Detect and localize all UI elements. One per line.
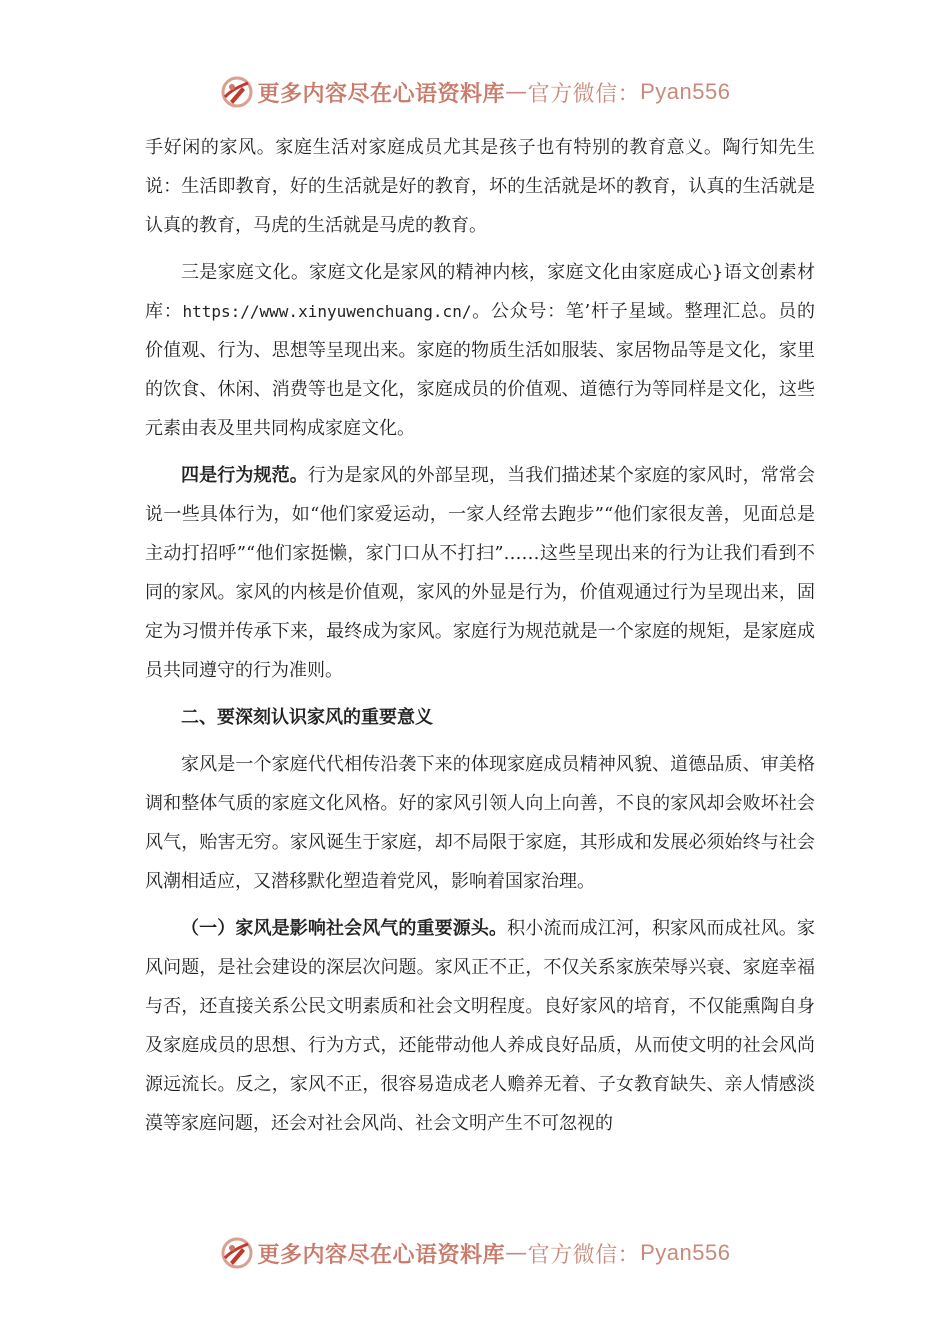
header-watermark-banner [0,72,950,112]
brand-logo-icon [220,75,254,109]
banner-wechat-id: Pyan556 [640,79,731,104]
brand-logo-icon [220,1236,254,1270]
source-url: https://www.xinyuwenchuang.cn/ [182,302,472,321]
banner-official-label: 官方微信： [527,1242,641,1268]
document-body [145,128,815,1143]
paragraph-significance: 家风是一个家庭代代相传沿袭下来的体现家庭成员精神风貌、道德品质、审美格调和整体气质的家庭文化风格。好的家风引领人向上向善，不良的家风却会败坏社会风气，贻害无穷。家风诞生于家庭，却不局限于家庭，其形成和发展必须始终与社会风潮相适应，又潜移默化塑造着党风，影响着国家治理。 [145,754,815,892]
banner-main-text: 更多内容尽在心语资料库 [257,1242,506,1268]
paragraph-text: 行为是家风的外部呈现，当我们描述某个家庭的家风时，常常会说一些具体行为，如“他们家爱运动，一家人经常去跑步”“他们家很友善，见面总是主动打招呼”“他们家挺懒，家门口从不打扫”……这些呈现出来的行为让我们看到不同的家风。家风的内核是价值观，家风的外显是行为，价值观通过行为呈现出来，固定为习惯并传承下来，最终成为家风。家庭行为规范就是一个家庭的规矩，是家庭成员共同遵守的行为准则。 [145,465,816,681]
paragraph-lead: （一）家风是影响社会风气的重要源头。 [181,918,508,939]
paragraph-continuation: 手好闲的家风。家庭生活对家庭成员尤其是孩子也有特别的教育意义。陶行知先生说：生活即教育，好的生活就是好的教育，坏的生活就是坏的教育，认真的生活就是认真的教育，马虎的生活就是马虎的教育。 [145,137,815,236]
banner-separator: — [505,79,528,105]
paragraph-social-source [145,909,815,1143]
banner-main-text: 更多内容尽在心语资料库 [257,81,506,107]
section-heading: 二、要深刻认识家风的重要意义 [181,707,433,728]
paragraph-lead: 四是行为规范。 [181,465,308,486]
paragraph-text: 积小流而成江河，积家风而成社风。家风问题，是社会建设的深层次问题。家风正不正，不仅关系家族荣辱兴衰、家庭幸福与否，还直接关系公民文明素质和社会文明程度。良好家风的培育，不仅能熏陶自身及家庭成员的思想、行为方式，还能带动他人养成良好品质，从而使文明的社会风尚源远流长。反之，家风不正，很容易造成老人赡养无着、子女教育缺失、亲人情感淡漠等家庭问题，还会对社会风尚、社会文明产生不可忽视的 [145,918,816,1134]
paragraph-family-culture [145,253,815,448]
paragraph-behavior-norms [145,456,815,690]
paragraph-text: 三是家庭文化。家庭文化是家风的精神内核，家庭文化由家庭成心}语文创素材库： [145,262,815,322]
paragraph-text: 。公众号：笔’杆子星域。整理汇总。员的价值观、行为、思想等呈现出来。家庭的物质生活如服装、家居物品等是文化，家里的饮食、休闲、消费等也是文化，家庭成员的价值观、道德行为等同样是文化，这些元素由表及里共同构成家庭文化。 [145,301,815,439]
banner-separator: — [505,1240,528,1266]
banner-wechat-id: Pyan556 [640,1240,731,1265]
footer-watermark-banner [0,1233,950,1273]
banner-official-label: 官方微信： [527,81,641,107]
